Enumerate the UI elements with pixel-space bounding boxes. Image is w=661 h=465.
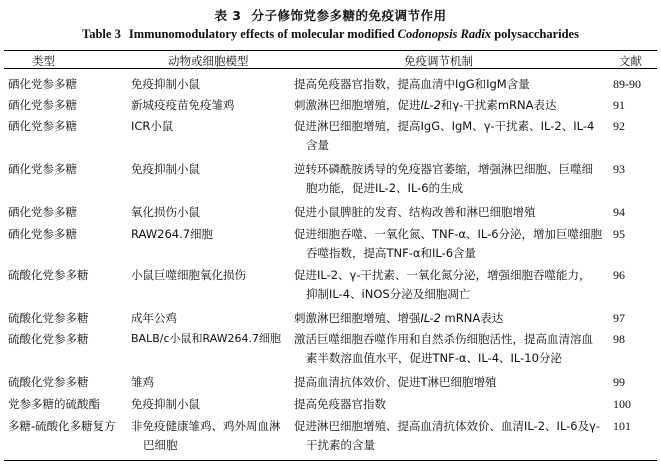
cell-model: 免疫抑制小鼠 — [131, 162, 200, 176]
cell-reference: 99 — [613, 375, 625, 389]
cell-category: 硫酸化党参多糖 — [8, 268, 89, 282]
header-model: 动物或细胞模型 — [168, 54, 249, 68]
cell-category: 硒化党参多糖 — [8, 162, 77, 176]
cell-category: 硫酸化党参多糖 — [8, 332, 89, 346]
cell-mechanism: 促进淋巴细胞增殖、提高血清抗体效价、血清IL-2、IL-6及γ- 干扰素的含量 — [294, 419, 601, 452]
cell-mechanism: 提高免疫器官指数，提高血清中IgG和IgM含量 — [294, 77, 530, 91]
cell-model: 小鼠巨噬细胞氧化损伤 — [131, 268, 246, 282]
cell-reference: 94 — [613, 205, 625, 219]
cell-category: 硒化党参多糖 — [8, 119, 77, 133]
cell-model: 免疫抑制小鼠 — [131, 77, 200, 91]
cell-category: 党参多糖的硫酸酯 — [8, 397, 100, 411]
cell-reference: 95 — [613, 227, 625, 241]
table-label-en: Table 3 — [82, 27, 121, 41]
cell-category: 硫酸化党参多糖 — [8, 311, 89, 325]
cell-reference: 96 — [613, 268, 625, 282]
cell-mechanism: 逆转环磷酰胺诱导的免疫器官萎缩，增强淋巴细胞、巨噬细 胞功能，促进IL-2、IL-6的生成 — [294, 162, 593, 195]
cell-category: 硒化党参多糖 — [8, 205, 77, 219]
cell-mechanism: 提高血清抗体效价、促进T淋巴细胞增殖 — [294, 375, 497, 389]
table-caption-en — [0, 27, 661, 42]
cell-model: 免疫抑制小鼠 — [131, 397, 200, 411]
cell-mechanism: 促进IL-2、γ-干扰素、一氧化氮分泌，增强细胞吞噬能力， 抑制IL-4、iNOS分泌及细胞凋亡 — [294, 268, 591, 301]
table-title-cn: 分子修饰党参多糖的免疫调节作用 — [251, 8, 447, 23]
cell-mechanism: 促进淋巴细胞增殖，提高IgG、IgM、γ-干扰素、IL-2、IL-4 含量 — [294, 119, 595, 152]
cell-model: 成年公鸡 — [131, 311, 177, 325]
cell-reference: 89-90 — [613, 77, 641, 91]
cell-model: 非免疫健康雏鸡、鸡外周血淋 巴细胞 — [131, 419, 281, 452]
table-label-cn: 表 3 — [214, 8, 242, 23]
header-reference: 文献 — [619, 54, 642, 68]
cell-reference: 92 — [613, 119, 625, 133]
header-category: 类型 — [32, 54, 55, 68]
table-top-rule — [4, 50, 657, 51]
cell-reference: 93 — [613, 162, 625, 176]
cell-model: 新城疫疫苗免疫雏鸡 — [131, 98, 235, 112]
cell-category: 硫酸化党参多糖 — [8, 375, 89, 389]
table-title-en-pre: Immunomodulatory effects of molecular modified — [128, 27, 395, 41]
cell-mechanism: 激活巨噬细胞吞噬作用和自然杀伤细胞活性，提高血清溶血 素半数溶血值水平，促进TNF-α、IL-4、IL-10分泌 — [294, 332, 593, 365]
cell-reference: 100 — [613, 397, 631, 411]
table-title-en-italic: Codonopsis Radix — [397, 27, 492, 41]
cell-category: 硒化党参多糖 — [8, 77, 77, 91]
cell-mechanism: 促进小鼠脾脏的发育、结构改善和淋巴细胞增殖 — [294, 205, 536, 219]
cell-reference: 97 — [613, 311, 625, 325]
cell-reference: 98 — [613, 332, 625, 346]
cell-category: 硒化党参多糖 — [8, 98, 77, 112]
cell-model: 雏鸡 — [131, 375, 154, 389]
cell-category: 多糖-硫酸化多糖复方 — [8, 419, 116, 433]
cell-mechanism: 提高免疫器官指数 — [294, 397, 386, 411]
cell-model: 氧化损伤小鼠 — [131, 205, 200, 219]
table-title-en-post: polysaccharides — [494, 27, 579, 41]
cell-mechanism: 刺激淋巴细胞增殖、增强IL-2 mRNA表达 — [294, 311, 504, 325]
cell-model: BALB/c小鼠和RAW264.7细胞 — [131, 332, 281, 345]
cell-model: RAW264.7细胞 — [131, 227, 214, 241]
cell-mechanism: 促进细胞吞噬、一氧化氮、TNF-α、IL-6分泌，增加巨噬细胞 吞噬指数，提高TNF-α和IL-6含量 — [294, 227, 603, 260]
table-caption-cn — [0, 6, 661, 24]
cell-mechanism: 刺激淋巴细胞增殖，促进IL-2和γ-干扰素mRNA表达 — [294, 98, 557, 112]
header-mechanism: 免疫调节机制 — [404, 54, 473, 68]
cell-reference: 101 — [613, 419, 631, 433]
table-bottom-rule — [4, 460, 657, 461]
cell-model: ICR小鼠 — [131, 119, 174, 133]
cell-category: 硒化党参多糖 — [8, 227, 77, 241]
cell-reference: 91 — [613, 98, 625, 112]
table-header-rule — [4, 68, 657, 69]
